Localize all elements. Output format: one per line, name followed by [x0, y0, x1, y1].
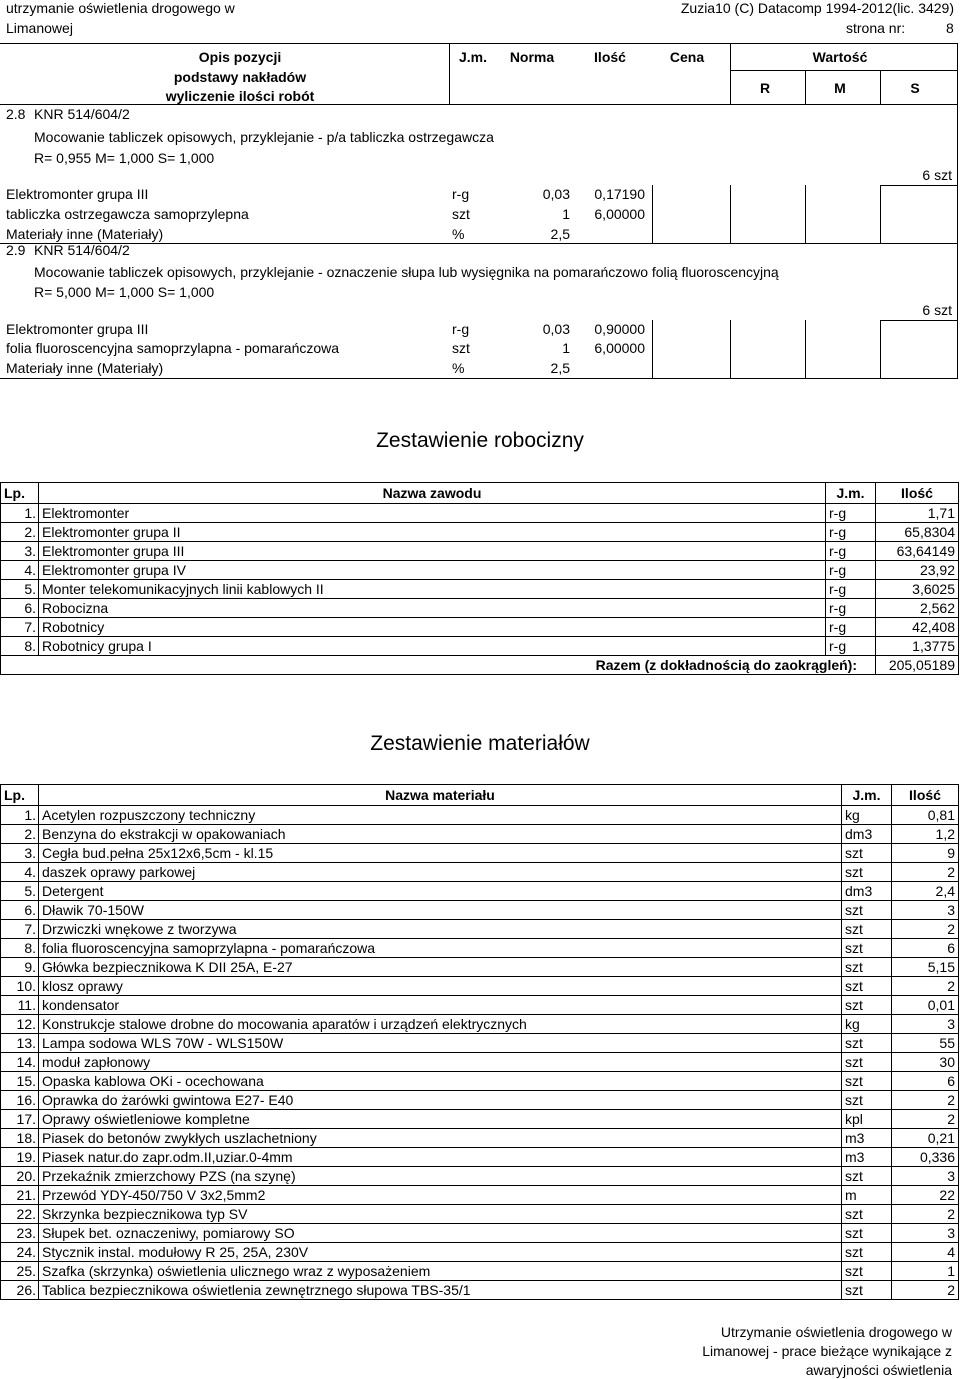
row-qty: 3 — [892, 1224, 959, 1243]
row-jm: szt — [842, 920, 892, 939]
header-qty: Ilość — [892, 785, 959, 806]
table-row — [1, 1148, 959, 1167]
col-s: S — [910, 80, 920, 96]
total-label: Razem (z dokładnością do zaokrągleń): — [1, 656, 876, 675]
col-opis-line2: podstawy nakładów — [173, 69, 307, 85]
row-lp: 19. — [1, 1148, 39, 1167]
row-jm: szt — [842, 939, 892, 958]
row-jm: r-g — [826, 599, 876, 618]
row-qty: 55 — [892, 1034, 959, 1053]
col-r: R — [759, 80, 771, 96]
resource-norma: 2,5 — [550, 226, 570, 242]
footer-line2: Limanowej - prace bieżące wynikające z — [702, 1343, 952, 1359]
resource-name: tabliczka ostrzegawcza samoprzylepna — [6, 206, 249, 222]
row-qty: 1,71 — [876, 504, 959, 523]
row-lp: 3. — [1, 542, 39, 561]
header-lp: Lp. — [1, 483, 39, 504]
table-row — [1, 1281, 959, 1300]
resource-norma: 0,03 — [542, 321, 570, 337]
page-number-label: strona nr: — [846, 20, 906, 36]
resource-ilosc: 0,17190 — [594, 186, 645, 202]
table-row — [1, 939, 959, 958]
row-qty: 2 — [892, 1091, 959, 1110]
materials-summary-title: Zestawienie materiałów — [370, 732, 590, 755]
row-name: Oprawka do żarówki gwintowa E27- E40 — [39, 1091, 842, 1110]
table-row — [1, 1034, 959, 1053]
row-name: Elektromonter grupa II — [39, 523, 826, 542]
row-qty: 23,92 — [876, 561, 959, 580]
row-jm: m — [842, 1186, 892, 1205]
table-row — [1, 844, 959, 863]
table-header-row — [1, 785, 959, 806]
row-qty: 2 — [892, 1281, 959, 1300]
table-row — [1, 618, 959, 637]
resource-jm: szt — [452, 206, 470, 222]
row-lp: 3. — [1, 844, 39, 863]
row-qty: 9 — [892, 844, 959, 863]
table-row — [1, 1053, 959, 1072]
row-lp: 18. — [1, 1129, 39, 1148]
row-qty: 0,336 — [892, 1148, 959, 1167]
row-name: Acetylen rozpuszczony techniczny — [39, 806, 842, 825]
row-name: Skrzynka bezpiecznikowa typ SV — [39, 1205, 842, 1224]
row-lp: 15. — [1, 1072, 39, 1091]
row-qty: 2 — [892, 977, 959, 996]
row-lp: 26. — [1, 1281, 39, 1300]
col-m: M — [834, 80, 846, 96]
position-quantity: 6 szt — [922, 302, 952, 318]
row-lp: 2. — [1, 523, 39, 542]
row-lp: 17. — [1, 1110, 39, 1129]
row-name: Elektromonter — [39, 504, 826, 523]
row-qty: 2 — [892, 920, 959, 939]
position-rms: R= 0,955 M= 1,000 S= 1,000 — [34, 150, 215, 166]
total-row — [1, 656, 959, 675]
table-row — [1, 523, 959, 542]
header-software-info: Zuzia10 (C) Datacomp 1994-2012(lic. 3429) — [680, 0, 954, 16]
table-row — [1, 1167, 959, 1186]
header-name: Nazwa materiału — [39, 785, 842, 806]
row-jm: r-g — [826, 618, 876, 637]
row-name: Piasek do betonów zwykłych uszlachetniony — [39, 1129, 842, 1148]
resource-name: Elektromonter grupa III — [6, 321, 149, 337]
position-number: 2.8 — [6, 106, 26, 122]
row-name: Opaska kablowa OKi - ocechowana — [39, 1072, 842, 1091]
header-jm: J.m. — [842, 785, 892, 806]
page-number: 8 — [946, 20, 954, 36]
col-opis-line1: Opis pozycji — [198, 49, 282, 65]
table-row — [1, 1110, 959, 1129]
row-name: Piasek natur.do zapr.odm.II,uziar.0-4mm — [39, 1148, 842, 1167]
row-lp: 25. — [1, 1262, 39, 1281]
resource-norma: 1 — [562, 340, 570, 356]
resource-norma: 1 — [562, 206, 570, 222]
row-jm: szt — [842, 1224, 892, 1243]
row-jm: szt — [842, 996, 892, 1015]
col-norma: Norma — [509, 49, 555, 65]
row-jm: szt — [842, 901, 892, 920]
row-qty: 6 — [892, 939, 959, 958]
materials-summary-table — [0, 784, 959, 1300]
row-lp: 1. — [1, 504, 39, 523]
row-qty: 2 — [892, 1205, 959, 1224]
row-jm: szt — [842, 1262, 892, 1281]
row-lp: 16. — [1, 1091, 39, 1110]
col-cena: Cena — [669, 49, 705, 65]
row-jm: r-g — [826, 542, 876, 561]
resource-name: Elektromonter grupa III — [6, 186, 149, 202]
table-row — [1, 637, 959, 656]
position-description: Mocowanie tabliczek opisowych, przyklejanie - p/a tabliczka ostrzegawcza — [34, 129, 494, 145]
row-qty: 42,408 — [876, 618, 959, 637]
row-lp: 21. — [1, 1186, 39, 1205]
row-lp: 22. — [1, 1205, 39, 1224]
row-lp: 23. — [1, 1224, 39, 1243]
row-lp: 14. — [1, 1053, 39, 1072]
table-row — [1, 1243, 959, 1262]
total-value: 205,05189 — [876, 656, 959, 675]
row-qty: 63,64149 — [876, 542, 959, 561]
table-row — [1, 504, 959, 523]
row-qty: 65,8304 — [876, 523, 959, 542]
row-qty: 30 — [892, 1053, 959, 1072]
table-row — [1, 1129, 959, 1148]
resource-jm: % — [452, 226, 465, 242]
row-lp: 10. — [1, 977, 39, 996]
resource-jm: r-g — [452, 321, 470, 337]
row-jm: r-g — [826, 580, 876, 599]
resource-name: Materiały inne (Materiały) — [6, 360, 164, 376]
row-name: klosz oprawy — [39, 977, 842, 996]
row-qty: 0,21 — [892, 1129, 959, 1148]
row-qty: 3 — [892, 901, 959, 920]
row-name: Robotnicy grupa I — [39, 637, 826, 656]
col-wartosc: Wartość — [812, 49, 868, 65]
row-jm: r-g — [826, 561, 876, 580]
table-row — [1, 920, 959, 939]
row-jm: kg — [842, 1015, 892, 1034]
col-jm: J.m. — [458, 49, 487, 65]
resource-name: Materiały inne (Materiały) — [6, 226, 164, 242]
row-jm: szt — [842, 1167, 892, 1186]
row-name: Przekaźnik zmierzchowy PZS (na szynę) — [39, 1167, 842, 1186]
row-lp: 24. — [1, 1243, 39, 1262]
row-jm: szt — [842, 844, 892, 863]
row-qty: 3 — [892, 1167, 959, 1186]
row-qty: 1,3775 — [876, 637, 959, 656]
resource-jm: r-g — [452, 186, 470, 202]
header-title-line1: utrzymanie oświetlenia drogowego w — [6, 0, 235, 16]
table-row — [1, 806, 959, 825]
position-code: KNR 514/604/2 — [34, 106, 130, 122]
row-jm: szt — [842, 1072, 892, 1091]
row-qty: 1 — [892, 1262, 959, 1281]
wartosc-subheader-rule — [730, 70, 958, 71]
row-lp: 9. — [1, 958, 39, 977]
table-row — [1, 977, 959, 996]
row-lp: 1. — [1, 806, 39, 825]
table-row — [1, 1224, 959, 1243]
header-jm: J.m. — [826, 483, 876, 504]
table-row — [1, 863, 959, 882]
resource-jm: szt — [452, 340, 470, 356]
row-name: Detergent — [39, 882, 842, 901]
row-jm: dm3 — [842, 825, 892, 844]
row-jm: szt — [842, 1091, 892, 1110]
row-jm: kg — [842, 806, 892, 825]
row-qty: 2,562 — [876, 599, 959, 618]
row-name: Elektromonter grupa III — [39, 542, 826, 561]
table-row — [1, 1072, 959, 1091]
row-name: Dławik 70-150W — [39, 901, 842, 920]
row-name: Tablica bezpiecznikowa oświetlenia zewnętrznego słupowa TBS-35/1 — [39, 1281, 842, 1300]
table-row — [1, 996, 959, 1015]
table-row — [1, 561, 959, 580]
table-header-row — [1, 483, 959, 504]
row-name: Robocizna — [39, 599, 826, 618]
resource-jm: % — [452, 360, 465, 376]
row-lp: 6. — [1, 599, 39, 618]
row-lp: 7. — [1, 920, 39, 939]
header-name: Nazwa zawodu — [39, 483, 826, 504]
row-jm: szt — [842, 1053, 892, 1072]
labor-summary-table — [0, 482, 959, 675]
row-name: moduł zapłonowy — [39, 1053, 842, 1072]
row-lp: 6. — [1, 901, 39, 920]
row-jm: szt — [842, 1281, 892, 1300]
row-jm: szt — [842, 1243, 892, 1262]
row-jm: r-g — [826, 504, 876, 523]
row-jm: szt — [842, 863, 892, 882]
row-lp: 13. — [1, 1034, 39, 1053]
row-lp: 12. — [1, 1015, 39, 1034]
resource-norma: 0,03 — [542, 186, 570, 202]
row-name: Główka bezpiecznikowa K DII 25A, E-27 — [39, 958, 842, 977]
table-row — [1, 580, 959, 599]
resource-ilosc: 6,00000 — [594, 206, 645, 222]
row-qty: 5,15 — [892, 958, 959, 977]
col-opis-line3: wyliczenie ilości robót — [165, 88, 315, 104]
row-qty: 0,01 — [892, 996, 959, 1015]
row-lp: 8. — [1, 939, 39, 958]
row-name: Stycznik instal. modułowy R 25, 25A, 230V — [39, 1243, 842, 1262]
row-name: folia fluoroscencyjna samoprzylapna - pomarańczowa — [39, 939, 842, 958]
row-qty: 2,4 — [892, 882, 959, 901]
row-name: kondensator — [39, 996, 842, 1015]
row-name: Elektromonter grupa IV — [39, 561, 826, 580]
row-qty: 3,6025 — [876, 580, 959, 599]
header-top-rule — [0, 43, 958, 44]
row-qty: 3 — [892, 1015, 959, 1034]
table-row — [1, 1186, 959, 1205]
row-name: Oprawy oświetleniowe kompletne — [39, 1110, 842, 1129]
row-qty: 1,2 — [892, 825, 959, 844]
row-name: Monter telekomunikacyjnych linii kablowych II — [39, 580, 826, 599]
row-qty: 0,81 — [892, 806, 959, 825]
row-name: Cegła bud.pełna 25x12x6,5cm - kl.15 — [39, 844, 842, 863]
row-lp: 20. — [1, 1167, 39, 1186]
row-jm: kpl — [842, 1110, 892, 1129]
col-ilosc: Ilość — [594, 49, 626, 65]
row-jm: szt — [842, 1205, 892, 1224]
table-row — [1, 1205, 959, 1224]
position-code: KNR 514/604/2 — [34, 242, 130, 258]
row-qty: 2 — [892, 863, 959, 882]
row-name: Benzyna do ekstrakcji w opakowaniach — [39, 825, 842, 844]
position-rms: R= 5,000 M= 1,000 S= 1,000 — [34, 284, 215, 300]
resource-ilosc: 0,90000 — [594, 321, 645, 337]
table-row — [1, 825, 959, 844]
row-jm: m3 — [842, 1148, 892, 1167]
row-jm: m3 — [842, 1129, 892, 1148]
resource-norma: 2,5 — [550, 360, 570, 376]
row-jm: szt — [842, 1034, 892, 1053]
row-lp: 5. — [1, 882, 39, 901]
row-jm: szt — [842, 977, 892, 996]
row-name: Słupek bet. oznaczeniwy, pomiarowy SO — [39, 1224, 842, 1243]
position-quantity: 6 szt — [922, 167, 952, 183]
table-row — [1, 882, 959, 901]
row-jm: szt — [842, 958, 892, 977]
labor-summary-title: Zestawienie robocizny — [376, 429, 584, 452]
table-row — [1, 1015, 959, 1034]
row-qty: 22 — [892, 1186, 959, 1205]
table-row — [1, 901, 959, 920]
header-bottom-rule — [0, 104, 958, 105]
row-name: Drzwiczki wnękowe z tworzywa — [39, 920, 842, 939]
row-name: Szafka (skrzynka) oświetlenia ulicznego wraz z wyposażeniem — [39, 1262, 842, 1281]
row-jm: r-g — [826, 637, 876, 656]
header-title-line2: Limanowej — [6, 20, 73, 36]
row-qty: 2 — [892, 1110, 959, 1129]
header-qty: Ilość — [876, 483, 959, 504]
row-lp: 2. — [1, 825, 39, 844]
row-lp: 4. — [1, 561, 39, 580]
row-lp: 8. — [1, 637, 39, 656]
table-row — [1, 542, 959, 561]
row-qty: 4 — [892, 1243, 959, 1262]
row-name: Przewód YDY-450/750 V 3x2,5mm2 — [39, 1186, 842, 1205]
row-jm: r-g — [826, 523, 876, 542]
table-row — [1, 958, 959, 977]
header-lp: Lp. — [1, 785, 39, 806]
row-lp: 4. — [1, 863, 39, 882]
footer-line1: Utrzymanie oświetlenia drogowego w — [720, 1324, 952, 1340]
table-row — [1, 1091, 959, 1110]
row-name: daszek oprawy parkowej — [39, 863, 842, 882]
resource-ilosc: 6,00000 — [594, 340, 645, 356]
position-description: Mocowanie tabliczek opisowych, przyklejanie - oznaczenie słupa lub wysięgnika na pomarańczowo folią fluoroscencyjną — [34, 264, 779, 280]
row-name: Konstrukcje stalowe drobne do mocowania aparatów i urządzeń elektrycznych — [39, 1015, 842, 1034]
row-qty: 6 — [892, 1072, 959, 1091]
row-name: Lampa sodowa WLS 70W - WLS150W — [39, 1034, 842, 1053]
row-lp: 5. — [1, 580, 39, 599]
table-row — [1, 1262, 959, 1281]
table-row — [1, 599, 959, 618]
row-jm: dm3 — [842, 882, 892, 901]
row-lp: 7. — [1, 618, 39, 637]
resource-name: folia fluoroscencyjna samoprzylapna - pomarańczowa — [6, 340, 340, 356]
row-lp: 11. — [1, 996, 39, 1015]
footer-line3: awaryjności oświetlenia — [805, 1362, 952, 1378]
position-number: 2.9 — [6, 242, 26, 258]
row-name: Robotnicy — [39, 618, 826, 637]
